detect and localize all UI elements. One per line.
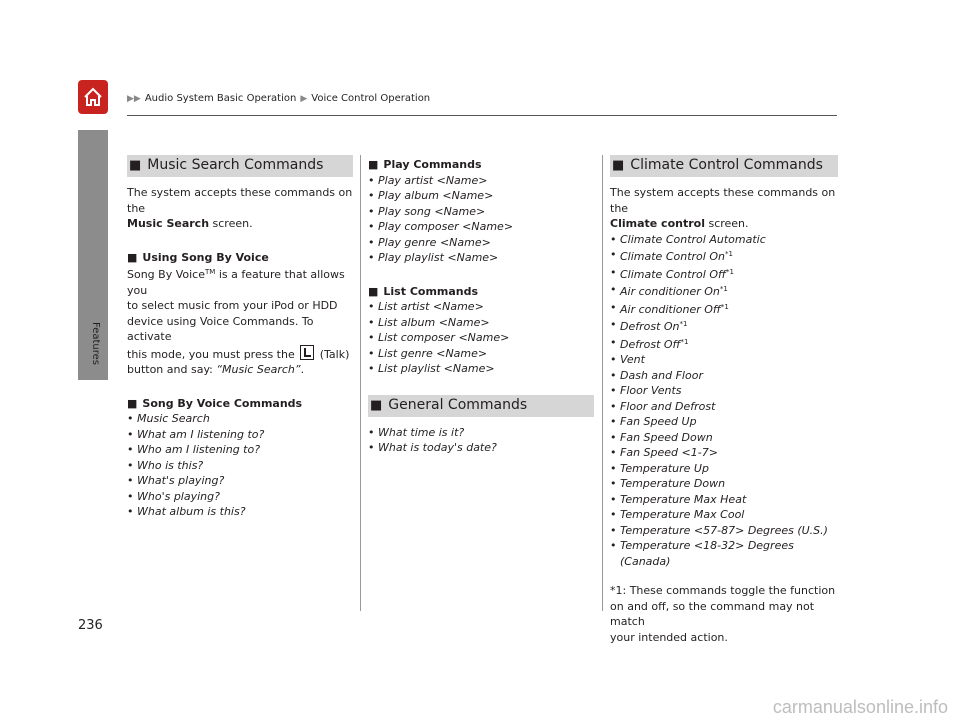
list-item xyxy=(610,476,838,492)
list-item: • Play genre <Name> xyxy=(368,235,594,251)
footnote-text: your intended action. xyxy=(610,630,728,644)
text-part: Song By Voice xyxy=(127,268,205,281)
intro-text xyxy=(610,185,838,232)
list-item: • Who's playing? xyxy=(127,489,353,505)
footnote-mark: *1 xyxy=(719,285,728,293)
intro-text-part: screen. xyxy=(704,217,749,230)
list-item-text: Temperature Down xyxy=(620,477,726,490)
list-item xyxy=(610,368,838,384)
square-bullet-icon: ■ xyxy=(370,397,383,413)
list-item: • Who am I listening to? xyxy=(127,442,353,458)
list-item-text: Fan Speed Down xyxy=(620,430,713,444)
list-item xyxy=(610,492,838,508)
column-divider xyxy=(360,155,361,611)
section-heading xyxy=(368,157,594,173)
intro-text-part: The system accepts these commands on the xyxy=(610,186,836,215)
square-bullet-icon: ■ xyxy=(368,158,379,171)
list-item: • List genre <Name> xyxy=(368,346,594,362)
list-item: • Play composer <Name> xyxy=(368,219,594,235)
list-item: • List composer <Name> xyxy=(368,330,594,346)
sidebar-label: Features xyxy=(90,322,101,365)
watermark: carmanualsonline.info xyxy=(772,697,948,717)
text-part: is a feature that allows you xyxy=(127,268,345,297)
section-heading-text: Song By Voice Commands xyxy=(142,396,303,410)
music-search-column xyxy=(127,155,353,520)
text-part: (Talk) xyxy=(316,347,350,361)
list-item xyxy=(610,317,838,335)
list-item-text: Floor and Defrost xyxy=(620,399,716,413)
square-bullet-icon: ■ xyxy=(368,284,379,298)
footnote-text: on and off, so the command may not match xyxy=(610,599,815,628)
list-item: • Music Search xyxy=(127,411,353,427)
play-list-column xyxy=(368,155,594,456)
music-search-band xyxy=(127,155,353,177)
list-item-text: Temperature <57-87> Degrees (U.S.) xyxy=(620,523,828,537)
list-item xyxy=(610,300,838,318)
list-item xyxy=(610,461,838,477)
column-divider xyxy=(602,155,603,611)
text-part: to select music from your iPod or HDD xyxy=(127,299,338,312)
breadcrumb-item[interactable]: Audio System Basic Operation xyxy=(144,93,297,104)
list-item-text: Climate Control Off xyxy=(620,267,726,281)
climate-control-band xyxy=(610,155,838,177)
list-item xyxy=(610,265,838,283)
text-part: button and say: xyxy=(127,363,217,376)
voice-phrase: “Music Search” xyxy=(216,363,301,376)
list-item: • Play artist <Name> xyxy=(368,173,594,189)
list-item: • Who is this? xyxy=(127,458,353,474)
list-item-text: Temperature Max Heat xyxy=(620,492,747,506)
breadcrumb-arrow-icon: ▶ xyxy=(300,93,308,104)
list-item-text: Fan Speed <1-7> xyxy=(620,446,718,459)
list-item xyxy=(610,232,838,248)
list-item: • List playlist <Name> xyxy=(368,361,594,377)
footnote-mark: *1 xyxy=(679,320,688,328)
section-heading xyxy=(127,250,353,266)
section-heading xyxy=(127,396,353,412)
list-item-text: Dash and Floor xyxy=(620,368,703,382)
list-item xyxy=(610,430,838,446)
text-part: . xyxy=(300,363,305,376)
footnote-text: *1: These commands toggle the function xyxy=(610,584,836,597)
header-divider xyxy=(127,115,837,116)
list-item xyxy=(610,507,838,523)
list-item-text: Floor Vents xyxy=(620,384,682,397)
list-command-list xyxy=(368,299,594,377)
list-item: • What time is it? xyxy=(368,425,594,441)
text-part: this mode, you must press the xyxy=(127,347,295,361)
list-item xyxy=(610,445,838,461)
footnote-mark: *1 xyxy=(724,250,733,258)
talk-button-icon xyxy=(300,345,314,360)
list-item: • List artist <Name> xyxy=(368,299,594,315)
list-item-text: Vent xyxy=(620,353,645,366)
intro-text-part: screen. xyxy=(209,217,253,230)
general-command-list xyxy=(368,425,594,456)
list-item xyxy=(610,414,838,430)
list-item xyxy=(610,383,838,399)
list-item xyxy=(610,523,838,539)
breadcrumb-arrow-icon: ▶▶ xyxy=(127,93,141,104)
list-item xyxy=(610,399,838,415)
play-command-list xyxy=(368,173,594,266)
band-title: General Commands xyxy=(388,396,528,413)
footnote-mark: *1 xyxy=(720,302,729,311)
home-icon xyxy=(82,86,104,108)
list-item-text: Temperature Max Cool xyxy=(620,508,745,521)
list-item-text: Air conditioner Off xyxy=(620,302,721,316)
list-item-text: Defrost Off xyxy=(620,337,681,351)
breadcrumb xyxy=(127,93,430,104)
footnote-mark: *1 xyxy=(680,337,689,346)
footnote xyxy=(610,583,838,645)
square-bullet-icon: ■ xyxy=(127,250,138,264)
section-heading-text: Using Song By Voice xyxy=(142,250,269,264)
band-title: Climate Control Commands xyxy=(630,157,823,174)
breadcrumb-item[interactable]: Voice Control Operation xyxy=(311,93,431,104)
list-item xyxy=(610,335,838,353)
list-item: • Play song <Name> xyxy=(368,204,594,220)
intro-screen-name: Climate control xyxy=(610,217,705,230)
list-item xyxy=(610,352,838,368)
list-item xyxy=(610,247,838,265)
general-commands-band xyxy=(368,395,594,417)
page-number: 236 xyxy=(78,618,103,633)
text-part: device using Voice Commands. To activate xyxy=(127,314,314,343)
list-item: • What's playing? xyxy=(127,473,353,489)
band-title: Music Search Commands xyxy=(147,157,324,174)
climate-control-column xyxy=(610,155,838,645)
climate-command-list xyxy=(610,232,838,570)
intro-text xyxy=(127,185,353,232)
intro-screen-name: Music Search xyxy=(127,217,210,230)
list-item: • What album is this? xyxy=(127,504,353,520)
list-item xyxy=(610,282,838,300)
list-item: • List album <Name> xyxy=(368,315,594,331)
song-by-voice-command-list xyxy=(127,411,353,520)
section-heading xyxy=(368,284,594,300)
square-bullet-icon: ■ xyxy=(129,158,142,174)
list-item-text: Air conditioner On xyxy=(620,285,720,298)
list-item-text: Fan Speed Up xyxy=(620,415,697,428)
trademark-mark: TM xyxy=(205,268,216,276)
list-item xyxy=(610,538,838,569)
list-item: • Play playlist <Name> xyxy=(368,250,594,266)
list-item-text: Defrost On xyxy=(620,320,680,333)
using-song-by-voice-text xyxy=(127,265,353,378)
footnote-mark: *1 xyxy=(725,267,734,276)
list-item: • Play album <Name> xyxy=(368,188,594,204)
list-item: • What am I listening to? xyxy=(127,427,353,443)
section-heading-text: Play Commands xyxy=(383,158,482,171)
list-item: • What is today's date? xyxy=(368,440,594,456)
section-heading-text: List Commands xyxy=(383,284,479,298)
square-bullet-icon: ■ xyxy=(612,158,625,174)
list-item-text: Temperature Up xyxy=(620,461,709,475)
list-item-text: Temperature <18-32> Degrees (Canada) xyxy=(620,539,794,568)
list-item-text: Climate Control On xyxy=(620,250,725,263)
intro-text-part: The system accepts these commands on the xyxy=(127,186,353,215)
square-bullet-icon: ■ xyxy=(127,396,138,410)
list-item-text: Climate Control Automatic xyxy=(620,232,766,246)
home-button[interactable] xyxy=(78,80,108,114)
